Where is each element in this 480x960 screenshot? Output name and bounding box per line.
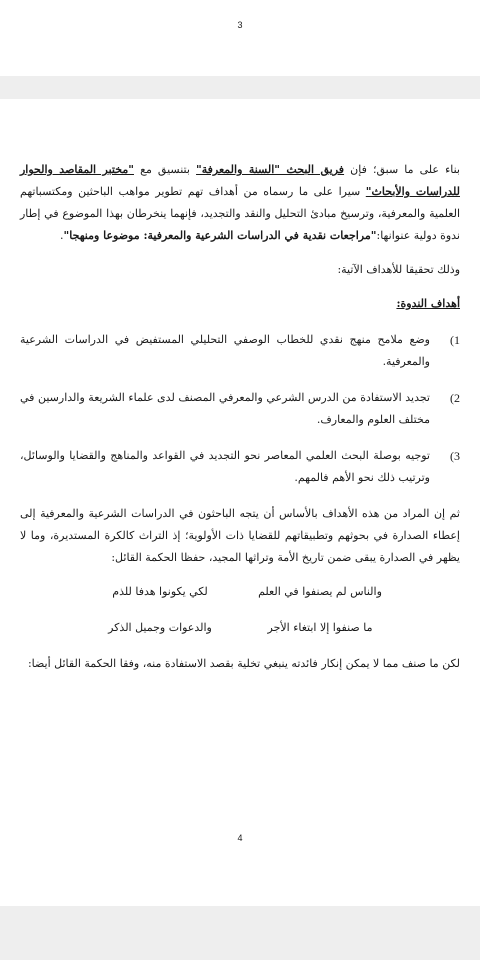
intro-text-4: . [60, 229, 64, 242]
document-page [0, 99, 480, 906]
goal-item [20, 445, 460, 489]
poem-first-hemistich: ما صنفوا إلا ابتغاء الأجر [267, 621, 373, 634]
poem-verse [20, 617, 460, 639]
closing-paragraph: لكن ما صنف مما لا يمكن إنكار فائدته ينبغي تخلية بقصد الاستفادة منه، وفقا الحكمة القائل أيضا: [27, 657, 460, 670]
poem-second-hemistich: والدعوات وجميل الذكر [108, 621, 212, 634]
goal-text: وضع ملامح منهج نقدي للخطاب الوصفي التحليلي المستفيض في الدراسات الشرعية والمعرفية. [20, 333, 430, 368]
research-team-name: فريق البحث "السنة والمعرفة" [196, 163, 345, 176]
page-number-top: 3 [237, 20, 243, 30]
goal-item [20, 387, 460, 431]
goal-number: 2) [450, 391, 460, 405]
document-body [20, 159, 460, 687]
goal-text: تجديد الاستفادة من الدرس الشرعي والمعرفي المصنف لدى علماء الشريعة والدارسين في مختلف العلوم والمعارف. [20, 391, 430, 426]
goal-number: 3) [450, 449, 460, 463]
symposium-title: "مراجعات نقدية في الدراسات الشرعية والمعرفية: موضوعا ومنهجا" [63, 229, 377, 242]
goal-text: توجيه بوصلة البحث العلمي المعاصر نحو التجديد في القواعد والمناهج والقضايا والوسائل، وترتيب ذلك نحو الأهم فالمهم. [20, 449, 430, 484]
intro-paragraph [20, 159, 460, 247]
intro-text-1: بناء على ما سبق؛ فإن [344, 163, 460, 176]
page-number-bottom: 4 [237, 833, 243, 843]
purpose-paragraph: ثم إن المراد من هذه الأهداف بالأساس أن يتجه الباحثون في الدراسات الشرعية والمعرفية إلى إعطاء الصدارة في بحوثهم وتطبيقاتهم للقضايا ذات الأولوية؛ إذ التراث كالكرة المستديرة، وما لا يظهر في الصدارة يبقى ضمن تاريخ الأمة وتراثها المجيد، حفظا الحكمة القائل: [20, 507, 460, 564]
poem-verse [20, 581, 460, 603]
intro-text-2: بتنسيق مع [133, 163, 197, 176]
poem [20, 581, 460, 639]
goals-heading: أهداف الندوة: [396, 297, 460, 310]
goal-item [20, 329, 460, 373]
goal-number: 1) [450, 333, 460, 347]
intro-text-3: سيرا على ما رسماه من أهداف تهم تطوير مواهب الباحثين ومكتسباتهم العلمية والمعرفية، وترسيخ مبادئ التحليل والنقد والتجديد، فإنهما ينخرطان بهذا الموضوع في إطار ندوة دولية عنوانها: [20, 185, 460, 242]
poem-second-hemistich: لكي يكونوا هدفا للذم [112, 585, 208, 598]
lab-name: "مختبر المقاصد والحوار للدراسات والأبحاث" [20, 163, 460, 198]
poem-first-hemistich: والناس لم يصنفوا في العلم [258, 585, 382, 598]
goals-lead: وذلك تحقيقا للأهداف الآتية: [337, 263, 460, 276]
previous-page-fragment [0, 0, 480, 76]
